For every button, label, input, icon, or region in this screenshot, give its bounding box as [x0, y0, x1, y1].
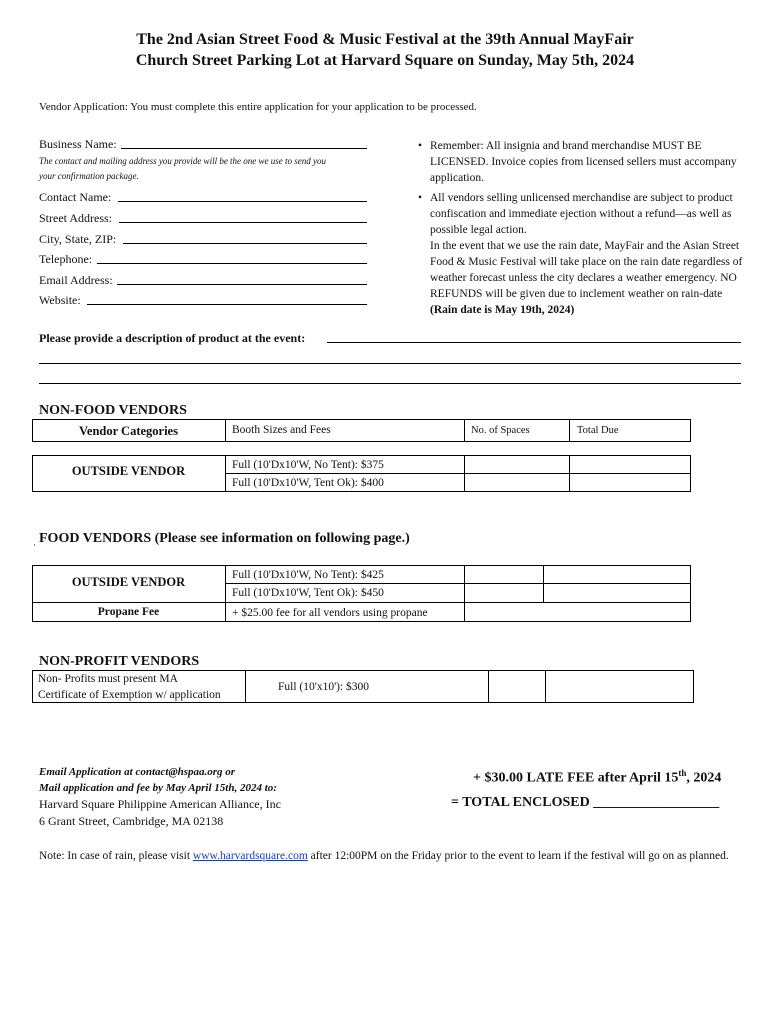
- telephone-field[interactable]: [97, 263, 367, 264]
- non-food-heading: NON-FOOD VENDORS: [39, 403, 187, 418]
- bullet-licensed: • Remember: All insignia and brand merchandise MUST BE LICENSED. Invoice copies from licensed sellers must accompany application.: [418, 140, 737, 184]
- mail-instruction: Mail application and fee by May April 15th, 2024 to:: [39, 782, 277, 794]
- contact-name-field[interactable]: [118, 201, 367, 202]
- non-food-total-input2[interactable]: [570, 474, 690, 491]
- non-food-total-input1[interactable]: [570, 456, 690, 472]
- non-profit-option: Full (10'x10'): $300: [278, 681, 370, 693]
- food-option2: Full (10'Dx10'W, Tent Ok): $450: [232, 587, 384, 599]
- description-prompt: Please provide a description of product at the event:: [39, 331, 306, 345]
- city-state-zip-label: City, State, ZIP:: [39, 232, 117, 246]
- non-food-option2: Full (10'Dx10'W, Tent Ok): $400: [232, 477, 384, 489]
- business-name-label: Business Name:: [39, 137, 117, 151]
- telephone-label: Telephone:: [39, 252, 93, 266]
- non-profit-heading: NON-PROFIT VENDORS: [39, 654, 200, 669]
- email-address-field[interactable]: [117, 284, 367, 285]
- city-state-zip-field[interactable]: [123, 243, 367, 244]
- description-field-line2[interactable]: [39, 363, 741, 364]
- description-field-line1[interactable]: [327, 342, 741, 343]
- rain-note: Note: In case of rain, please visit www.harvardsquare.com after 12:00PM on the Friday prior to the event to learn if the festival will go on as planned.: [39, 850, 729, 862]
- page-title-line1: The 2nd Asian Street Food & Music Festival at the 39th Annual MayFair: [136, 31, 634, 48]
- non-profit-spaces-input[interactable]: [489, 671, 544, 702]
- col-vendor-categories: Vendor Categories: [79, 424, 178, 438]
- non-food-option1: Full (10'Dx10'W, No Tent): $375: [232, 459, 384, 471]
- rain-date-paragraph: In the event that we use the rain date, MayFair and the Asian Street Food & Music Festival will take place on the rain date regardless of weather forecast unless the city declares a weather emergency. NO REFUNDS will be given due to inclement weather on rain-date (Rain date is May 19th, 2024): [430, 240, 743, 316]
- website-field[interactable]: [87, 304, 367, 305]
- street-address-label: Street Address:: [39, 211, 112, 225]
- col-booth-sizes: Booth Sizes and Fees: [232, 424, 331, 436]
- food-category: OUTSIDE VENDOR: [71, 575, 186, 589]
- total-enclosed: = TOTAL ENCLOSED __________________: [451, 795, 720, 810]
- food-total-input1[interactable]: [544, 566, 690, 582]
- harvardsquare-link[interactable]: www.harvardsquare.com: [192, 850, 308, 862]
- food-total-input2[interactable]: [544, 584, 690, 601]
- food-heading: FOOD VENDORS (Please see information on following page.): [39, 531, 410, 546]
- food-spaces-input1[interactable]: [465, 566, 542, 582]
- non-food-category: OUTSIDE VENDOR: [71, 464, 186, 478]
- contact-note-line2: your confirmation package.: [39, 171, 139, 181]
- description-field-line3[interactable]: [39, 383, 741, 384]
- bullet-unlicensed: • All vendors selling unlicensed merchandise are subject to product confiscation and immediate ejection without a refund—as well as possible legal action. In the event that we use the rain date, MayFair and the Asian Street Food & Music Festival will take place on the rain date regardless of weather forecast unless the city declares a weather emergency. NO REFUNDS will be given due to inclement weather on rain-date (Rain date is May 19th, 2024): [418, 192, 743, 316]
- street-address-field[interactable]: [119, 222, 367, 223]
- small-dot-icon: ·: [33, 540, 36, 550]
- propane-total-input[interactable]: [465, 603, 690, 621]
- non-food-spaces-input2[interactable]: [465, 474, 568, 491]
- non-profit-note-line2: Certificate of Exemption w/ application: [38, 689, 221, 701]
- email-instruction: Email Application at contact@hspaa.org or: [39, 766, 236, 778]
- non-profit-note-line1: Non- Profits must present MA: [38, 673, 178, 685]
- org-address: 6 Grant Street, Cambridge, MA 02138: [39, 814, 224, 828]
- org-name: Harvard Square Philippine American Alliance, Inc: [39, 797, 281, 811]
- business-name-field[interactable]: [121, 148, 367, 149]
- food-spaces-input2[interactable]: [465, 584, 542, 601]
- email-address-label: Email Address:: [39, 273, 113, 287]
- propane-fee-text: + $25.00 fee for all vendors using propane: [232, 607, 428, 619]
- food-option1: Full (10'Dx10'W, No Tent): $425: [232, 569, 384, 581]
- late-fee: + $30.00 LATE FEE after April 15th, 2024: [473, 768, 722, 786]
- website-label: Website:: [39, 293, 81, 307]
- col-no-of-spaces: No. of Spaces: [471, 425, 530, 436]
- bullet-dot-icon: •: [418, 140, 423, 152]
- intro-text: Vendor Application: You must complete this entire application for your application to be processed.: [39, 101, 477, 113]
- contact-note-line1: The contact and mailing address you provide will be the one we use to send you: [39, 156, 327, 166]
- col-total-due: Total Due: [577, 425, 619, 436]
- non-profit-total-input[interactable]: [546, 671, 693, 702]
- non-food-spaces-input1[interactable]: [465, 456, 568, 472]
- contact-name-label: Contact Name:: [39, 190, 112, 204]
- propane-fee-label: Propane Fee: [97, 606, 160, 618]
- bullet-dot-icon: •: [418, 192, 423, 204]
- page-title-line2: Church Street Parking Lot at Harvard Square on Sunday, May 5th, 2024: [135, 52, 635, 69]
